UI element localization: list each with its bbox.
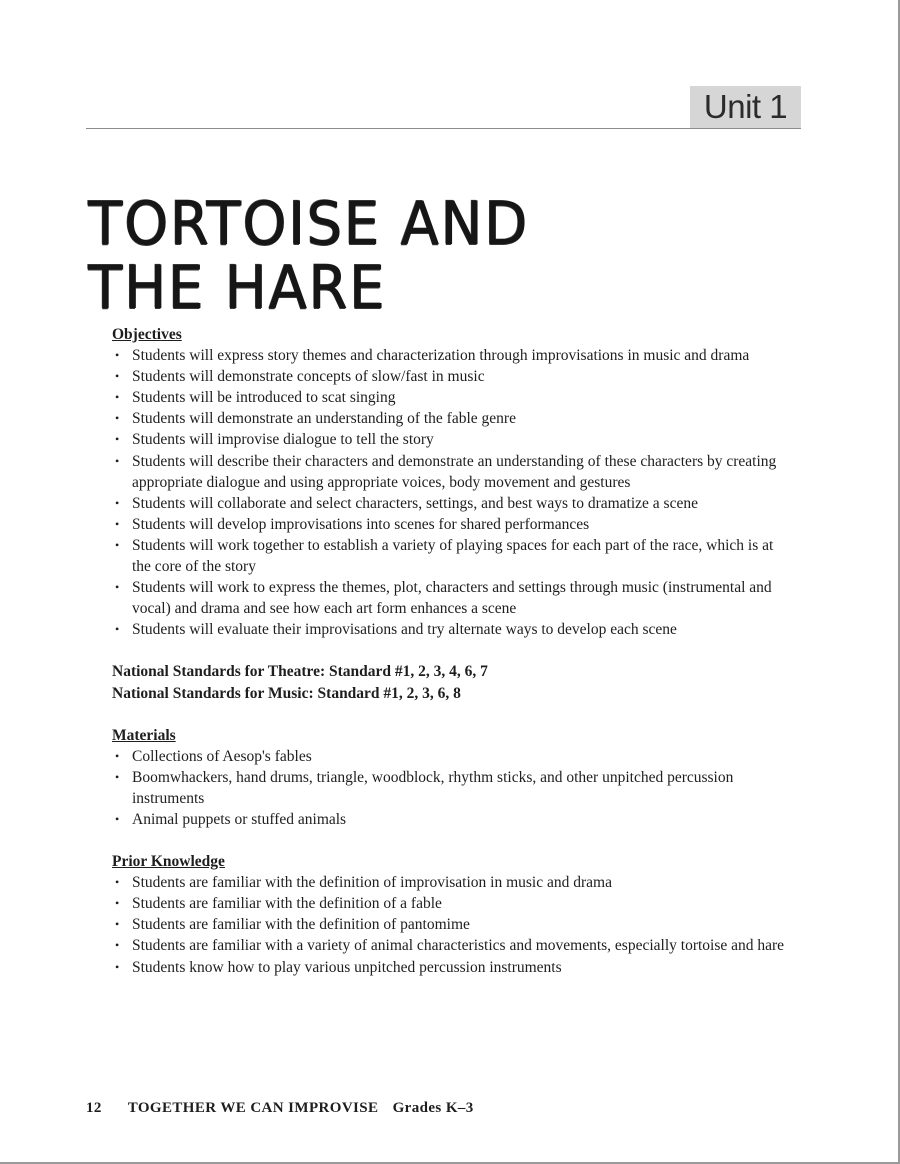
- page-number: 12: [86, 1100, 102, 1116]
- grade-range: Grades K–3: [392, 1100, 474, 1116]
- page-title: [88, 189, 683, 324]
- list-item: • Students are familiar with a variety of animal characteristics and movements, especially tortoise and hare: [112, 935, 792, 956]
- list-item: • Boomwhackers, hand drums, triangle, woodblock, rhythm sticks, and other unpitched percussion instruments: [112, 767, 792, 809]
- list-item: • Students know how to play various unpitched percussion instruments: [112, 957, 792, 978]
- prior-knowledge-list: [112, 872, 792, 977]
- theatre-standards: National Standards for Theatre: Standard #1, 2, 3, 4, 6, 7: [112, 663, 488, 681]
- materials-heading: Materials: [112, 726, 176, 744]
- list-item: • Students are familiar with the definition of improvisation in music and drama: [112, 872, 792, 893]
- materials-list: [112, 746, 792, 830]
- lesson-content: [112, 324, 792, 978]
- objectives-heading: Objectives: [112, 326, 182, 343]
- header-rule: [86, 128, 801, 129]
- list-item: • Students are familiar with the definition of pantomime: [112, 914, 792, 935]
- objectives-list: [112, 345, 792, 640]
- unit-label: Unit 1: [690, 86, 801, 128]
- prior-knowledge-heading: Prior Knowledge: [112, 853, 225, 871]
- music-standards: National Standards for Music: Standard #1, 2, 3, 6, 8: [112, 684, 461, 702]
- title-line-1: TORTOISE AND: [88, 189, 529, 260]
- list-item: • Students will demonstrate an understanding of the fable genre: [112, 408, 792, 429]
- list-item: • Students will evaluate their improvisations and try alternate ways to develop each scene: [112, 619, 792, 640]
- list-item: • Collections of Aesop's fables: [112, 746, 792, 767]
- list-item: • Students will improvise dialogue to tell the story: [112, 429, 792, 450]
- list-item: • Students will express story themes and characterization through improvisations in music and drama: [112, 345, 792, 366]
- title-line-2: THE HARE: [88, 253, 387, 324]
- list-item: • Animal puppets or stuffed animals: [112, 809, 792, 830]
- list-item: • Students will be introduced to scat singing: [112, 387, 792, 408]
- list-item: • Students will describe their characters and demonstrate an understanding of these characters by creating appropriate dialogue and using appropriate voices, body movement and gestures: [112, 451, 792, 493]
- list-item: • Students are familiar with the definition of a fable: [112, 893, 792, 914]
- list-item: • Students will demonstrate concepts of slow/fast in music: [112, 366, 792, 387]
- list-item: • Students will collaborate and select characters, settings, and best ways to dramatize a scene: [112, 493, 792, 514]
- list-item: • Students will work to express the themes, plot, characters and settings through music (instrumental and vocal) and drama and see how each art form enhances a scene: [112, 577, 792, 619]
- list-item: • Students will work together to establish a variety of playing spaces for each part of the race, which is at the core of the story: [112, 535, 792, 577]
- page-footer: [86, 1100, 474, 1117]
- book-title: TOGETHER WE CAN IMPROVISE: [127, 1100, 379, 1116]
- list-item: • Students will develop improvisations into scenes for shared performances: [112, 514, 792, 535]
